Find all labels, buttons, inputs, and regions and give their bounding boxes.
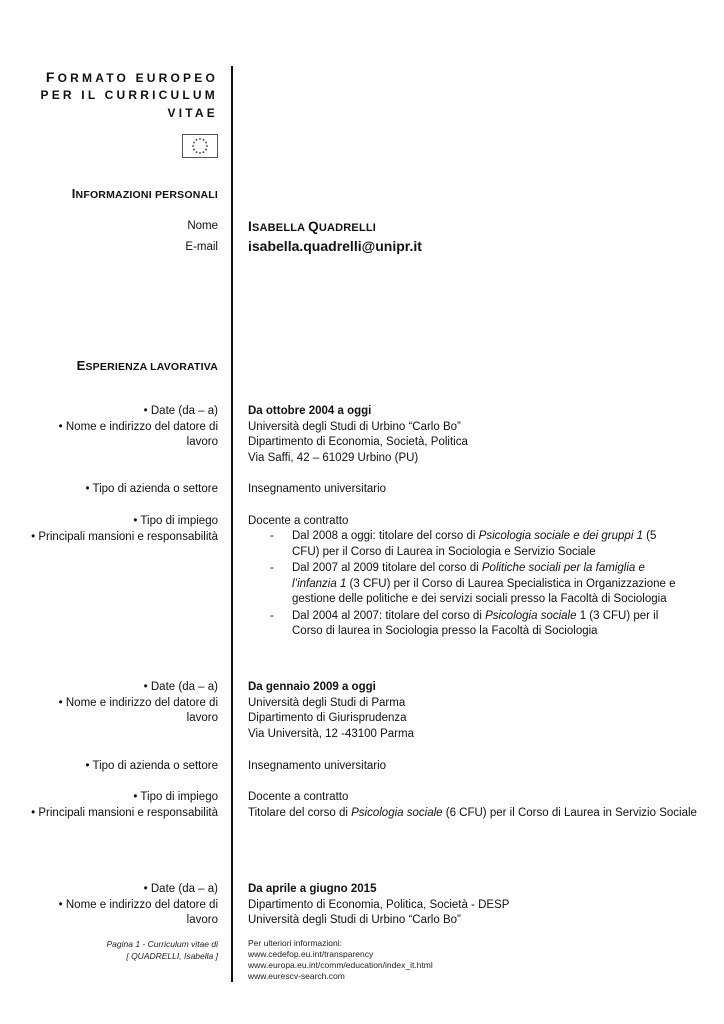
entry1-duties-list — [266, 529, 676, 641]
footer-link[interactable]: www.europa.eu.int/comm/education/index_it.html — [248, 960, 433, 970]
cv-title-line3: VITAE — [167, 106, 218, 120]
sector-label: • Tipo di azienda o settore — [85, 760, 218, 772]
entry2-job-type: Docente a contratto — [248, 791, 349, 803]
employer-label-line2: lavoro — [186, 914, 218, 926]
entry1-sector: Insegnamento universitario — [248, 483, 387, 495]
dates-label: • Date (da – a) — [143, 405, 218, 417]
entry2-employer-line1: Università degli Studi di Parma — [248, 697, 406, 709]
duty-item: - Dal 2008 a oggi: titolare del corso di Psicologia sociale e dei gruppi 1 (5 CFU) per il Corso di Laurea in Sociologia e Servizio Sociale — [270, 530, 657, 558]
duties-label: • Principali mansioni e responsabilità — [31, 807, 218, 819]
dates-label: • Date (da – a) — [143, 681, 218, 693]
section-personal-info: INFORMAZIONI PERSONALI — [71, 186, 218, 201]
job-type-label: • Tipo di impiego — [133, 515, 218, 527]
email-value[interactable]: isabella.quadrelli@unipr.it — [248, 238, 422, 254]
duty-item: - Dal 2004 al 2007: titolare del corso di Psicologia sociale 1 (3 CFU) per il Corso di laurea in Sociologia presso la Facoltà di Sociologia — [270, 609, 659, 637]
entry1-dates: Da ottobre 2004 a oggi — [248, 405, 372, 417]
entry2-dates: Da gennaio 2009 a oggi — [248, 681, 376, 693]
entry1-job-type: Docente a contratto — [248, 515, 349, 527]
sector-label: • Tipo di azienda o settore — [85, 483, 218, 495]
footer-info-heading: Per ulteriori informazioni: — [248, 938, 343, 948]
section-work-experience: ESPERIENZA LAVORATIVA — [76, 358, 218, 373]
footer-page-line1: Pagina 1 - Curriculum vitae di — [106, 939, 218, 949]
duty-item: - Dal 2007 al 2009 titolare del corso di Politiche sociali per la famiglia e l’infanzia 1 (3 CFU) per il Corso di Laurea Specialistica in Organizzazione e gestione delle politiche e dei servizi sociali presso la Facoltà di Sociologia — [270, 562, 676, 605]
entry2-employer-line3: Via Università, 12 -43100 Parma — [248, 728, 414, 740]
entry2-duty: Titolare del corso di Psicologia sociale (6 CFU) per il Corso di Laurea in Servizio Sociale — [248, 807, 697, 819]
employer-label-line2: lavoro — [186, 712, 218, 724]
vertical-divider — [231, 66, 233, 982]
entry3-dates: Da aprile a giugno 2015 — [248, 883, 377, 895]
cv-title-line2: PER IL CURRICULUM — [40, 88, 218, 102]
employer-label: • Nome e indirizzo del datore di — [58, 421, 218, 433]
footer-link[interactable]: www.cedefop.eu.int/transparency — [248, 949, 374, 959]
footer-page-line2: [ QUADRELLI, Isabella ] — [126, 951, 218, 961]
email-label: E-mail — [185, 241, 218, 253]
name-label: Nome — [187, 220, 218, 232]
job-type-label: • Tipo di impiego — [133, 791, 218, 803]
entry3-employer-line1: Dipartimento di Economia, Politica, Società - DESP — [248, 899, 510, 911]
dates-label: • Date (da – a) — [143, 883, 218, 895]
footer-link[interactable]: www.eurescv-search.com — [248, 971, 345, 981]
entry1-employer-line1: Università degli Studi di Urbino “Carlo Bo” — [248, 421, 461, 433]
employer-label-line2: lavoro — [186, 436, 218, 448]
footer-info — [248, 938, 433, 982]
duties-label: • Principali mansioni e responsabilità — [31, 531, 218, 543]
entry2-employer-line2: Dipartimento di Giurisprudenza — [248, 712, 407, 724]
entry1-employer-line2: Dipartimento di Economia, Società, Politica — [248, 436, 468, 448]
employer-label: • Nome e indirizzo del datore di — [58, 899, 218, 911]
entry1-employer-line3: Via Saffi, 42 – 61029 Urbino (PU) — [248, 452, 419, 464]
name-value: ISABELLA QUADRELLI — [248, 219, 377, 234]
entry3-employer-line2: Università degli Studi di Urbino “Carlo Bo” — [248, 914, 461, 926]
eu-flag-icon — [182, 134, 218, 158]
page-footer-label — [107, 938, 219, 962]
entry2-sector: Insegnamento universitario — [248, 760, 387, 772]
cv-title-line1: FORMATO EUROPEO — [45, 69, 218, 85]
employer-label: • Nome e indirizzo del datore di — [58, 697, 218, 709]
